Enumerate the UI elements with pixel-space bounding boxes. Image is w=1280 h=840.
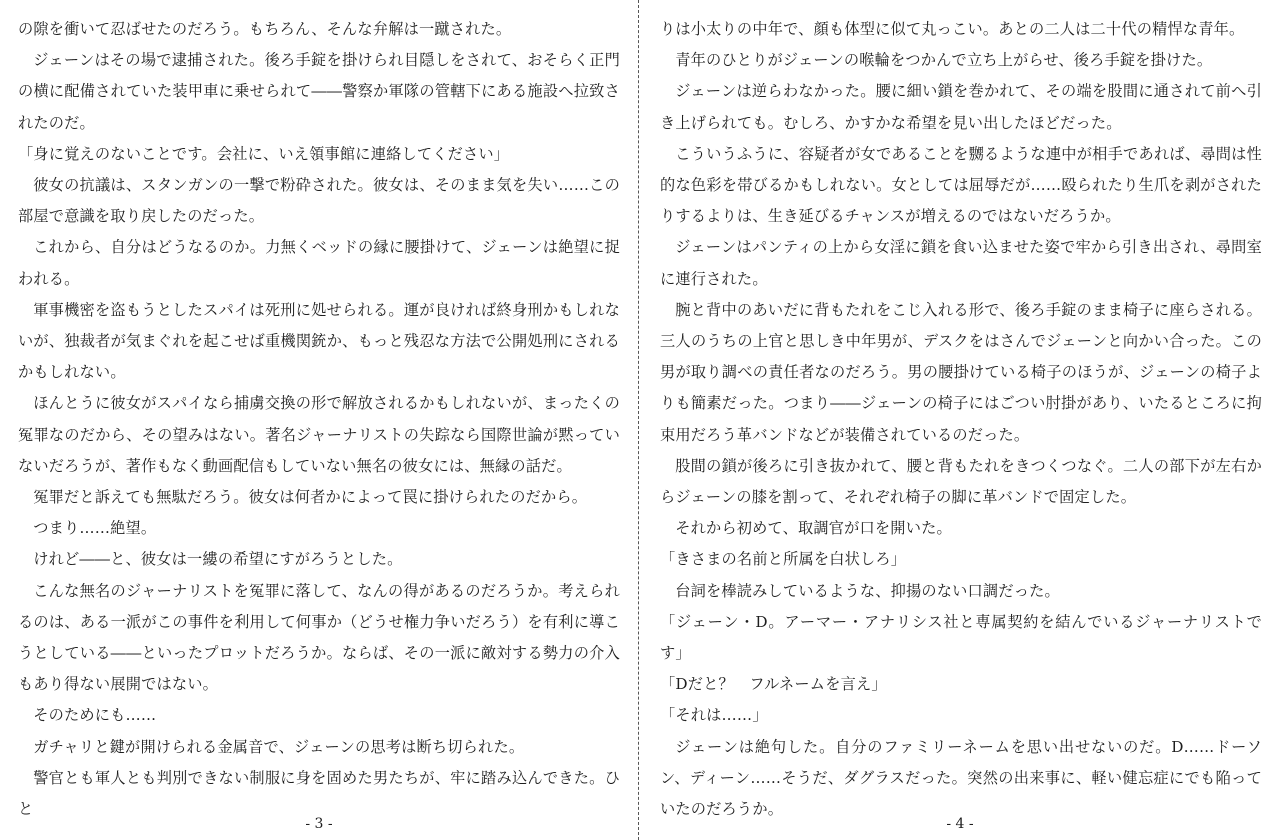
paragraph: 「ジェーン・D。アーマー・アナリシス社と専属契約を結んでいるジャーナリストです」 [660, 612, 1262, 663]
paragraph: の隙を衝いて忍ばせたのだろう。もちろん、そんな弁解は一蹴された。 [18, 20, 512, 38]
paragraph: けれど――と、彼女は一縷の希望にすがろうとした。 [33, 550, 403, 569]
paragraph: 「それは……」 [660, 706, 768, 725]
paragraph: りは小太りの中年で、顔も体型に似て丸っこい。あとの二人は二十代の精悍な青年。 [660, 20, 1245, 38]
paragraph: ジェーンはパンティの上から女淫に鎖を食い込ませた姿で牢から引き出され、尋問室に連行された。 [660, 238, 1262, 288]
page-divider [638, 0, 639, 840]
right-page [640, 0, 1280, 840]
page-number: - 3 - [305, 816, 333, 832]
paragraph: ジェーンはその場で逮捕された。後ろ手錠を掛けられ目隠しをされて、おそらく正門の横に配備されていた装甲車に乗せられて――警察か軍隊の管轄下にある施設へ拉致されたのだ。 [18, 51, 620, 132]
right-page-body [660, 14, 1262, 825]
paragraph: 「身に覚えのないことです。会社に、いえ領事館に連絡してください」 [18, 144, 510, 163]
paragraph: こういうふうに、容疑者が女であることを嬲るような連中が相手であれば、尋問は性的な色彩を帯びるかもしれない。女としては屈辱だが……殴られたり生爪を剥がされたりするよりは、生き延びるチャンスが増えるのではないだろうか。 [660, 144, 1262, 226]
paragraph: こんな無名のジャーナリストを冤罪に落して、なんの得があるのだろうか。考えられるのは、ある一派がこの事件を利用して何事か（どうせ権力争いだろう）を有利に導こうとしている――といったプロットだろうか。ならば、その一派に敵対する勢力の介入もあり得ない展開ではない。 [18, 581, 620, 694]
paragraph: ほんとうに彼女がスパイなら捕虜交換の形で解放されるかもしれないが、まったくの冤罪なのだから、その望みはない。著名ジャーナリストの失踪なら国際世論が黙っていないだろうが、著作もなく動画配信もしていない無名の彼女には、無縁の話だ。 [18, 394, 620, 475]
left-page [0, 0, 638, 840]
paragraph: 彼女の抗議は、スタンガンの一撃で粉砕された。彼女は、そのまま気を失い……この部屋で意識を取り戻したのだった。 [18, 176, 620, 226]
paragraph: 「Dだと？ フルネームを言え」 [660, 675, 887, 694]
page-number: - 4 - [946, 816, 974, 832]
paragraph: 警官とも軍人とも判別できない制服に身を固めた男たちが、牢に踏み込んできた。ひと [18, 768, 620, 819]
paragraph: つまり……絶望。 [33, 519, 157, 538]
left-page-body [18, 14, 620, 825]
paragraph: ガチャリと鍵が開けられる金属音で、ジェーンの思考は断ち切られた。 [33, 737, 525, 756]
paragraph: 「きさまの名前と所属を白状しろ」 [660, 550, 907, 569]
paragraph: これから、自分はどうなるのか。力無くベッドの縁に腰掛けて、ジェーンは絶望に捉われる。 [18, 238, 620, 288]
paragraph: 冤罪だと訴えても無駄だろう。彼女は何者かによって罠に掛けられたのだから。 [33, 488, 588, 507]
paragraph: ジェーンは絶句した。自分のファミリーネームを思い出せないのだ。D……ドーソン、ディーン……そうだ、ダグラスだった。突然の出来事に、軽い健忘症にでも陥っていたのだろうか。 [660, 737, 1262, 819]
paragraph: 軍事機密を盗もうとしたスパイは死刑に処せられる。運が良ければ終身刑かもしれないが、独裁者が気まぐれを起こせば重機関銃か、もっと残忍な方法で公開処刑にされるかもしれない。 [18, 300, 620, 382]
paragraph: 青年のひとりがジェーンの喉輪をつかんで立ち上がらせ、後ろ手錠を掛けた。 [675, 51, 1213, 70]
paragraph: 腕と背中のあいだに背もたれをこじ入れる形で、後ろ手錠のまま椅子に座らされる。三人のうちの上官と思しき中年男が、デスクをはさんでジェーンと向かい合った。この男が取り調べの責任者なのだろう。男の腰掛けている椅子のほうが、ジェーンの椅子よりも簡素だった。つまり――ジェーンの椅子にはごつい肘掛があり、いたるところに拘束用だろう革バンドなどが装備されているのだった。 [660, 300, 1262, 444]
paragraph: 股間の鎖が後ろに引き抜かれて、腰と背もたれをきつくつなぐ。二人の部下が左右からジェーンの膝を割って、それぞれ椅子の脚に革バンドで固定した。 [660, 456, 1262, 507]
paragraph: それから初めて、取調官が口を開いた。 [675, 519, 952, 538]
paragraph: 台詞を棒読みしているような、抑揚のない口調だった。 [675, 581, 1060, 600]
paragraph: そのためにも…… [33, 706, 157, 725]
paragraph: ジェーンは逆らわなかった。腰に細い鎖を巻かれて、その端を股間に通されて前へ引き上げられても。むしろ、かすかな希望を見い出したほどだった。 [660, 82, 1262, 132]
